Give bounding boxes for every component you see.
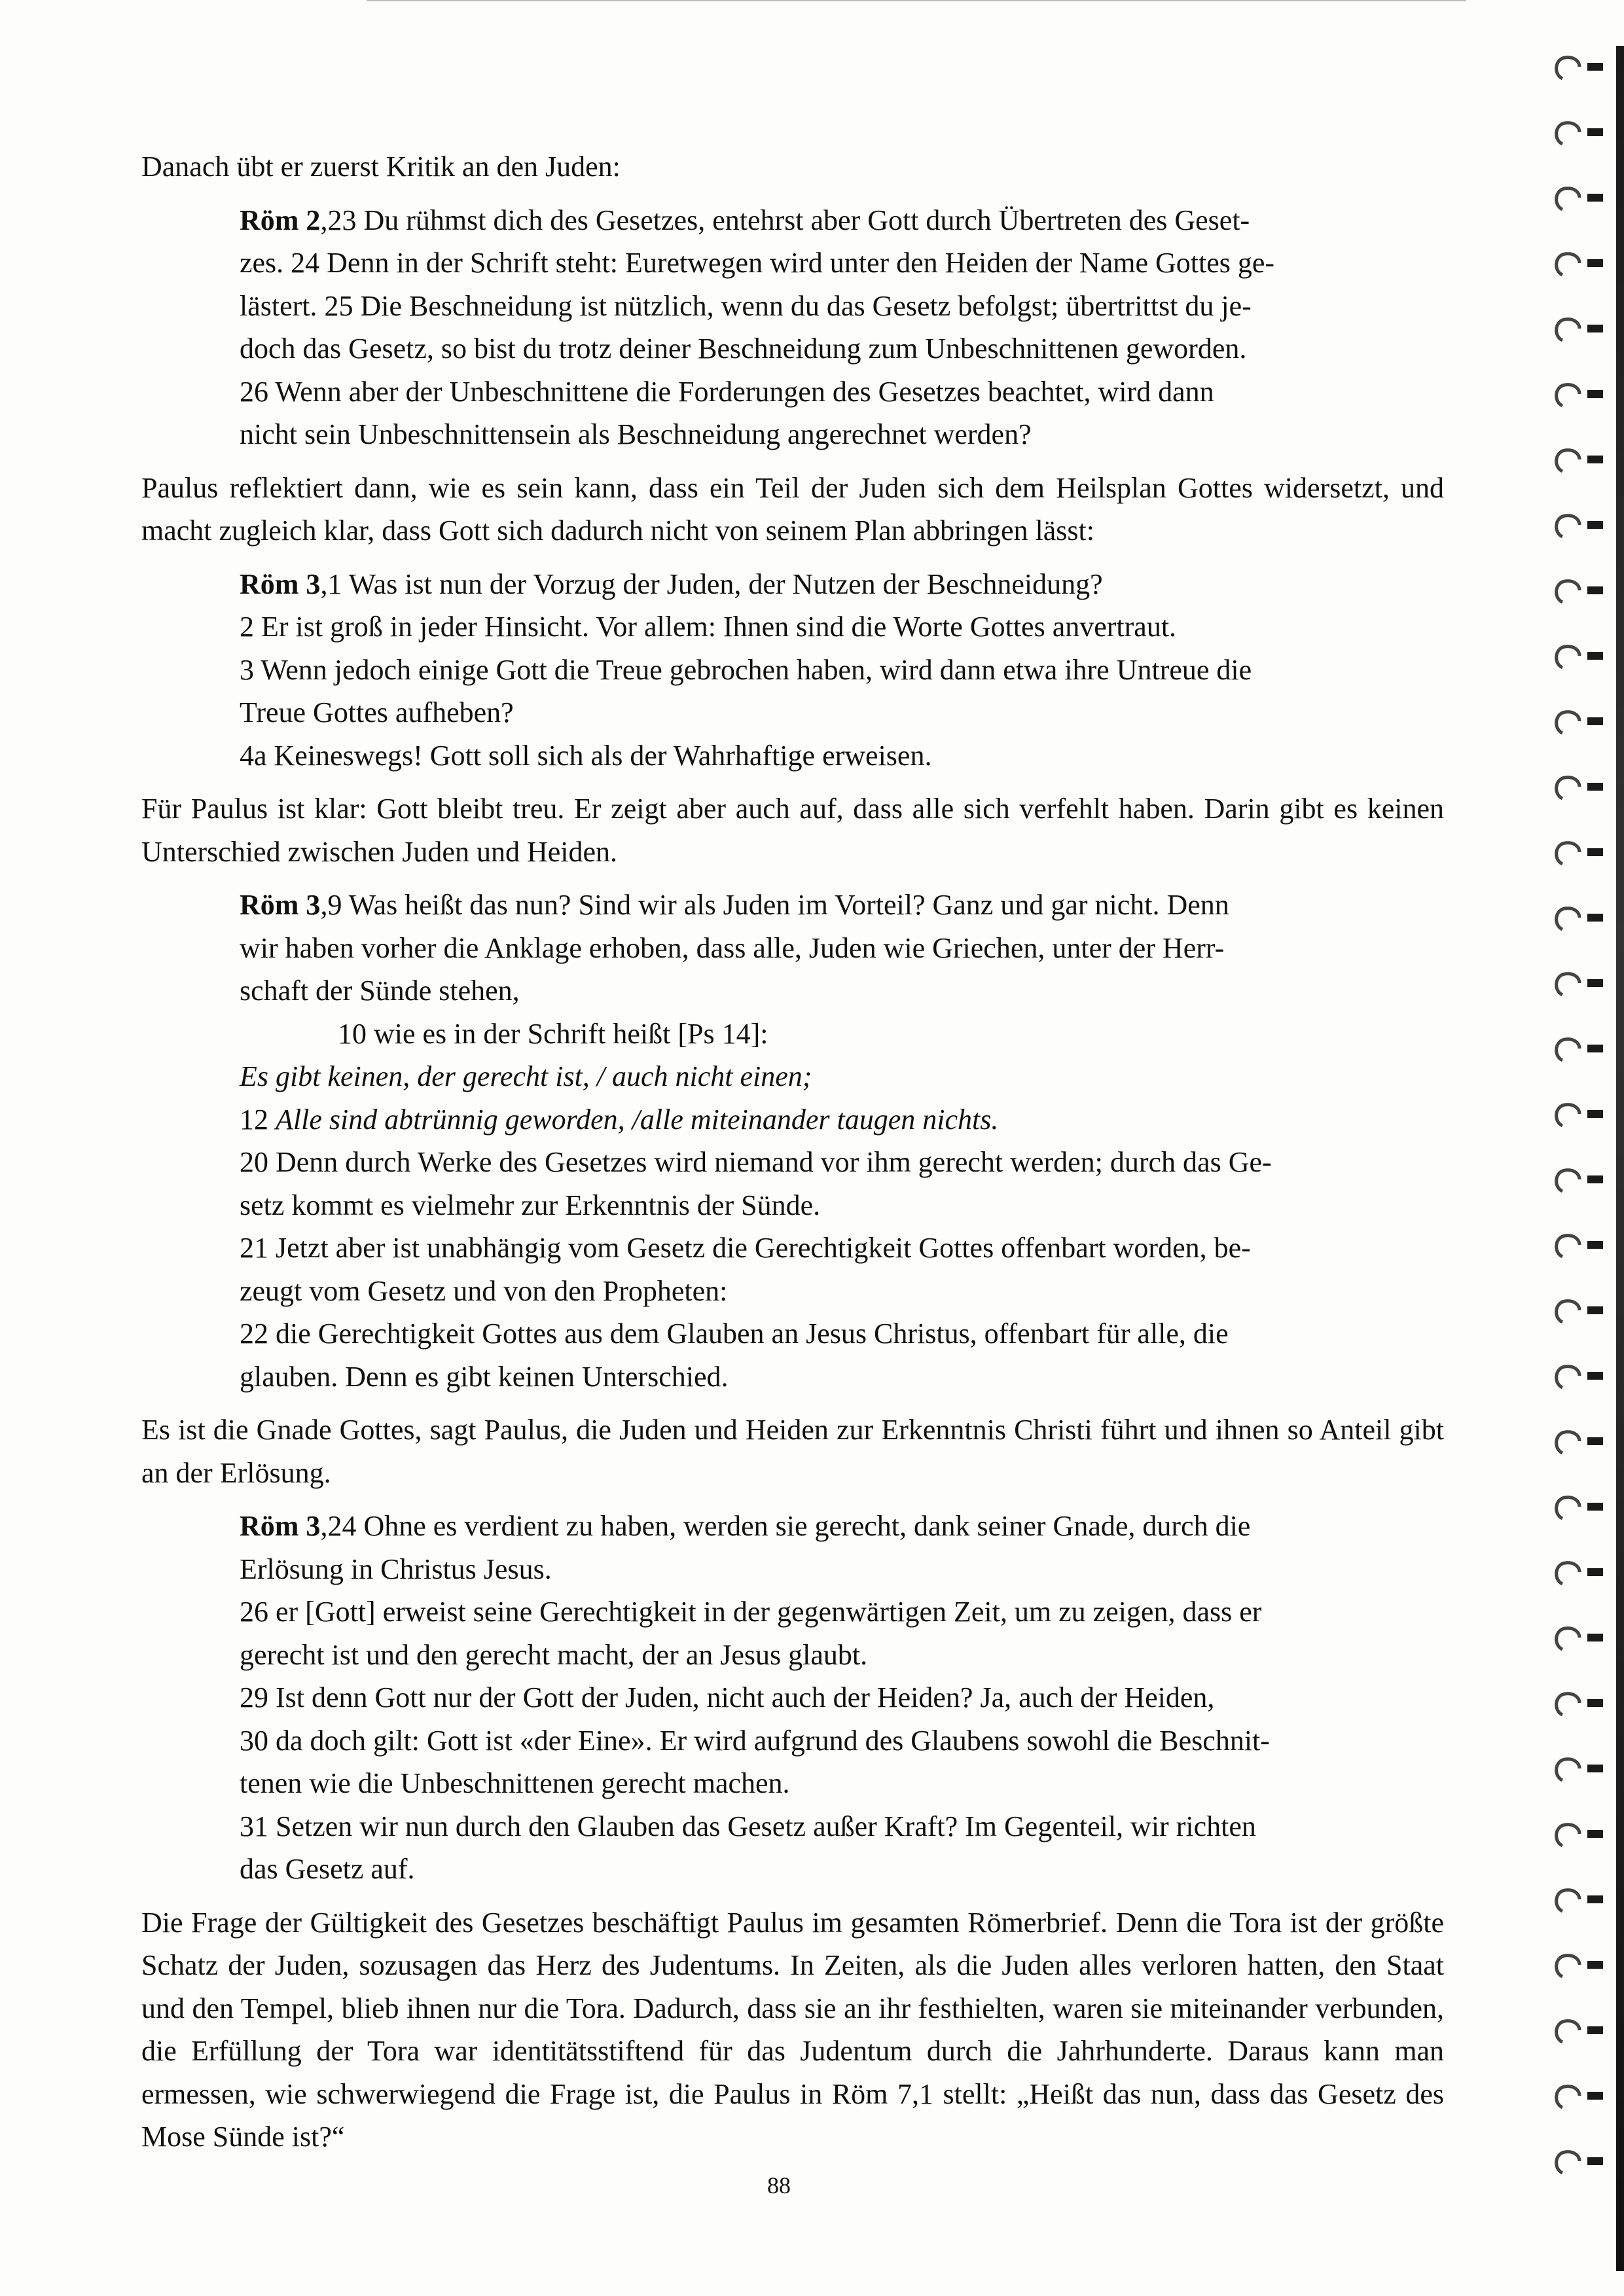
verse-text: ,23 Du rühmst dich des Gesetzes, entehrst aber Gott durch Übertreten des Geset-: [320, 204, 1250, 236]
verse-text: Es gibt keinen, der gerecht ist, / auch nicht einen;: [240, 1060, 812, 1092]
binding-coil: [1551, 1820, 1606, 1850]
verse-text: doch das Gesetz, so bist du trotz deiner Beschneidung zum Unbeschnittenen geworden.: [240, 332, 1247, 365]
quote-line: [240, 1355, 1444, 1399]
quote-line: [240, 1270, 1444, 1313]
binding-coil: [1551, 380, 1606, 410]
binding-coil: [1551, 1950, 1606, 1981]
quote-line: [240, 1098, 1444, 1141]
binding-coil: [1551, 969, 1606, 999]
verse-reference: Röm 2: [240, 204, 321, 236]
binding-coil: [1551, 903, 1606, 933]
verse-text: 26 Wenn aber der Unbeschnittene die Forderungen des Gesetzes beachtet, wird dann: [240, 375, 1214, 408]
binding-coil: [1551, 2016, 1606, 2046]
verse-text: 10 wie es in der Schrift heißt [Ps 14]:: [338, 1017, 768, 1050]
quote-line: [240, 1184, 1444, 1227]
quote-line: [240, 285, 1444, 328]
binding-coil: [1551, 183, 1606, 213]
quote-line: [240, 1590, 1444, 1634]
verse-text: 20 Denn durch Werke des Gesetzes wird niemand vor ihm gerecht werden; durch das Ge-: [240, 1146, 1272, 1178]
binding-coil: [1551, 1885, 1606, 1915]
quote-line: [240, 605, 1444, 649]
quote-line: [240, 1227, 1444, 1270]
body-paragraph: Es ist die Gnade Gottes, sagt Paulus, die Juden und Heiden zur Erkenntnis Christi führt und ihnen so Anteil gibt an der Erlösung.: [141, 1414, 1444, 1489]
quote-line: [240, 413, 1444, 456]
verse-text: 30 da doch gilt: Gott ist «der Eine». Er wird aufgrund des Glaubens sowohl die Beschnit-: [240, 1724, 1270, 1757]
verse-text: Treue Gottes aufheben?: [240, 696, 514, 728]
verse-text: Alle sind abtrünnig geworden, /alle miteinander taugen nichts.: [276, 1103, 999, 1136]
binding-coil: [1551, 2081, 1606, 2111]
verse-reference: Röm 3: [240, 567, 321, 600]
binding-coil: [1551, 576, 1606, 606]
quote-line: [240, 199, 1444, 242]
quote-line: [240, 1634, 1444, 1677]
binding-coil: [1551, 1296, 1606, 1326]
quote-line: [240, 1548, 1444, 1591]
binding-coil: [1551, 2147, 1606, 2177]
body-paragraph: Paulus reflektiert dann, wie es sein kann, dass ein Teil der Juden sich dem Heilsplan Gottes widersetzt, und macht zugleich klar, dass Gott sich dadurch nicht von seinem Plan abbringen lässt:: [141, 471, 1444, 547]
verse-text: ,1 Was ist nun der Vorzug der Juden, der Nutzen der Beschneidung?: [320, 567, 1103, 600]
binding-coil: [1551, 1165, 1606, 1195]
quote-line: [240, 242, 1444, 285]
quote-line: [240, 734, 1444, 778]
verse-text: ,9 Was heißt das nun? Sind wir als Juden im Vorteil? Ganz und gar nicht. Denn: [320, 889, 1229, 921]
quote-line: [240, 1312, 1444, 1355]
verse-number: 12: [240, 1103, 276, 1136]
quote-line: [240, 1719, 1444, 1763]
binding-coil: [1551, 1492, 1606, 1522]
verse-text: schaft der Sünde stehen,: [240, 975, 520, 1007]
quote-line: [240, 691, 1444, 734]
binding-coil: [1551, 772, 1606, 802]
verse-text: 3 Wenn jedoch einige Gott die Treue gebrochen haben, wird dann etwa ihre Untreue die: [240, 653, 1252, 686]
quote-line: [240, 1505, 1444, 1548]
quote-line: [240, 649, 1444, 692]
quote-line: [240, 1676, 1444, 1719]
document-body: [141, 145, 1444, 2169]
quote-line: [240, 1055, 1444, 1098]
verse-text: Erlösung in Christus Jesus.: [240, 1552, 552, 1585]
verse-text: glauben. Denn es gibt keinen Unterschied.: [240, 1360, 729, 1393]
quote-line: [240, 370, 1444, 414]
scripture-quote: [240, 1505, 1444, 1891]
verse-text: 26 er [Gott] erweist seine Gerechtigkeit in der gegenwärtigen Zeit, um zu zeigen, dass er: [240, 1596, 1262, 1628]
scripture-quote: [240, 199, 1444, 456]
verse-text: 2 Er ist groß in jeder Hinsicht. Vor allem: Ihnen sind die Worte Gottes anvertraut.: [240, 611, 1177, 643]
quote-line: [240, 1762, 1444, 1805]
verse-text: tenen wie die Unbeschnittenen gerecht machen.: [240, 1767, 790, 1799]
quote-line: [240, 884, 1444, 927]
quote-line: [240, 327, 1444, 370]
scan-top-edge: [367, 0, 1466, 1]
verse-text: 29 Ist denn Gott nur der Gott der Juden, nicht auch der Heiden? Ja, auch der Heiden,: [240, 1681, 1215, 1713]
spiral-binding: [1545, 46, 1624, 2271]
binding-coil: [1551, 511, 1606, 541]
verse-text: 31 Setzen wir nun durch den Glauben das Gesetz außer Kraft? Im Gegenteil, wir richten: [240, 1810, 1256, 1842]
quote-line: [240, 563, 1444, 606]
binding-coil: [1551, 1754, 1606, 1784]
binding-coil: [1551, 641, 1606, 672]
binding-coil: [1551, 1689, 1606, 1719]
binding-coil: [1551, 1623, 1606, 1653]
binding-coil: [1551, 1034, 1606, 1064]
verse-text: 21 Jetzt aber ist unabhängig vom Gesetz die Gerechtigkeit Gottes offenbart worden, be-: [240, 1232, 1251, 1264]
quote-line: [240, 1141, 1444, 1184]
quote-line: [240, 1805, 1444, 1848]
binding-coil: [1551, 445, 1606, 475]
verse-text: 22 die Gerechtigkeit Gottes aus dem Glauben an Jesus Christus, offenbart für alle, die: [240, 1318, 1229, 1350]
verse-text: setz kommt es vielmehr zur Erkenntnis der Sünde.: [240, 1189, 821, 1221]
verse-text: wir haben vorher die Anklage erhoben, dass alle, Juden wie Griechen, unter der Herr-: [240, 931, 1225, 964]
verse-text: gerecht ist und den gerecht macht, der an Jesus glaubt.: [240, 1638, 868, 1671]
quote-line: [240, 927, 1444, 970]
quote-line: [240, 1013, 1444, 1056]
verse-reference: Röm 3: [240, 889, 321, 921]
verse-text: zeugt vom Gesetz und von den Propheten:: [240, 1274, 728, 1307]
binding-coil: [1551, 707, 1606, 737]
verse-text: ,24 Ohne es verdient zu haben, werden sie gerecht, dank seiner Gnade, durch die: [320, 1510, 1251, 1542]
quote-line: [240, 969, 1444, 1013]
binding-spine: [1616, 46, 1624, 2271]
binding-coil: [1551, 1100, 1606, 1130]
body-paragraph: Danach übt er zuerst Kritik an den Juden:: [141, 151, 621, 183]
verse-text: das Gesetz auf.: [240, 1853, 415, 1885]
verse-text: 4a Keineswegs! Gott soll sich als der Wahrhaftige erweisen.: [240, 739, 932, 772]
binding-coil: [1551, 1361, 1606, 1391]
scripture-quote: [240, 563, 1444, 778]
binding-coil: [1551, 52, 1606, 82]
verse-text: nicht sein Unbeschnittensein als Beschneidung angerechnet werden?: [240, 418, 1032, 450]
quote-line: [240, 1848, 1444, 1891]
binding-coil: [1551, 249, 1606, 279]
binding-coil: [1551, 1558, 1606, 1588]
verse-text: zes. 24 Denn in der Schrift steht: Euretwegen wird unter den Heiden der Name Gottes ge-: [240, 247, 1275, 279]
page-number: 88: [767, 2172, 791, 2198]
verse-reference: Röm 3: [240, 1510, 321, 1542]
scripture-quote: [240, 884, 1444, 1398]
body-paragraph: Für Paulus ist klar: Gott bleibt treu. Er zeigt aber auch auf, dass alle sich verfehlt haben. Darin gibt es keinen Unterschied zwischen Juden und Heiden.: [141, 793, 1444, 868]
body-paragraph: Die Frage der Gültigkeit des Gesetzes beschäftigt Paulus im gesamten Römerbrief. Denn die Tora ist der größte Schatz der Juden, sozusagen das Herz des Judentums. In Zeiten, als die Juden alles verloren hatten, den Staat und den Tempel, blieb ihnen nur die Tora. Dadurch, dass sie an ihr festhielten, waren sie miteinander verbunden, die Erfüllung der Tora war identitätsstiftend für das Judentum durch die Jahrhunderte. Daraus kann man ermessen, wie schwerwiegend die Frage ist, die Paulus in Röm 7,1 stellt: „Heißt das nun, dass das Gesetz des Mose Sünde ist?“: [141, 1906, 1444, 2153]
binding-coil: [1551, 314, 1606, 344]
verse-text: lästert. 25 Die Beschneidung ist nützlich, wenn du das Gesetz befolgst; übertrittst du je-: [240, 289, 1252, 322]
binding-coil: [1551, 838, 1606, 868]
binding-coil: [1551, 1230, 1606, 1261]
binding-coil: [1551, 1427, 1606, 1457]
binding-coil: [1551, 118, 1606, 148]
